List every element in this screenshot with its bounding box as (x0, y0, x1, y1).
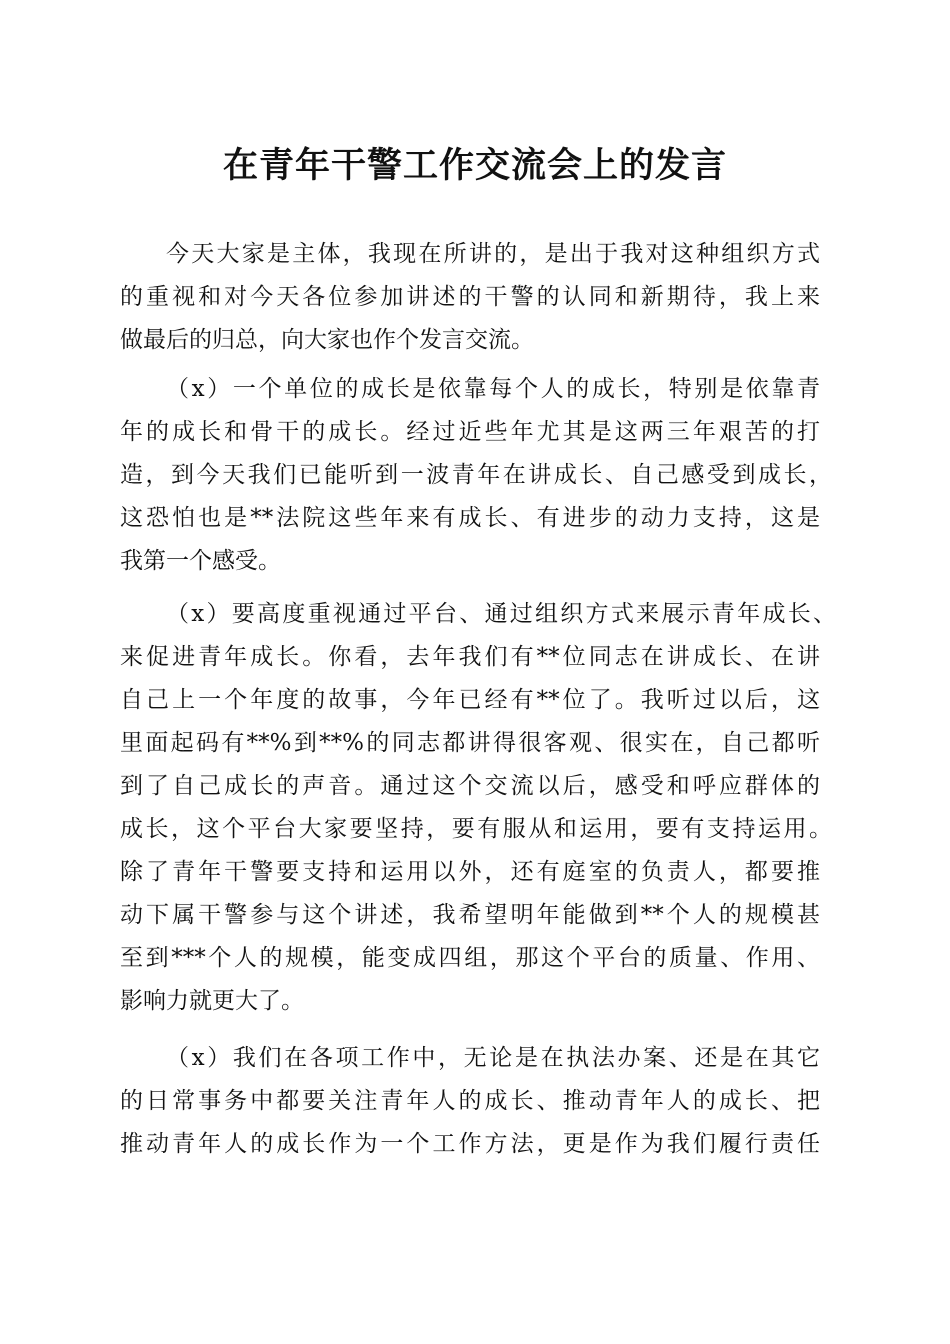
text-line: 至到***个人的规模，能变成四组，那这个平台的质量、作用、 (120, 945, 820, 971)
text-line: 除了青年干警要支持和运用以外，还有庭室的负责人，都要推 (120, 859, 820, 885)
text-line: 里面起码有**%到**%的同志都讲得很客观、很实在，自己都听 (120, 730, 820, 756)
paragraph-3 (120, 593, 836, 1023)
document-body (120, 233, 836, 1172)
text-line: 来促进青年成长。你看，去年我们有**位同志在讲成长、在讲 (120, 644, 820, 670)
text-line: （x）一个单位的成长是依靠每个人的成长，特别是依靠青 (166, 376, 820, 402)
text-line: 影响力就更大了。 (120, 988, 304, 1014)
text-line: 动下属干警参与这个讲述，我希望明年能做到**个人的规模甚 (120, 902, 820, 928)
text-line: 做最后的归总，向大家也作个发言交流。 (120, 327, 534, 353)
text-line: 到了自己成长的声音。通过这个交流以后，感受和呼应群体的 (120, 773, 820, 799)
text-line: 今天大家是主体，我现在所讲的，是出于我对这种组织方式 (166, 241, 820, 267)
text-line: （x）要高度重视通过平台、通过组织方式来展示青年成长、 (166, 601, 836, 627)
text-line: 推动青年人的成长作为一个工作方法，更是作为我们履行责任 (120, 1131, 820, 1157)
text-line: 造，到今天我们已能听到一波青年在讲成长、自己感受到成长， (120, 462, 832, 488)
text-line: 成长，这个平台大家要坚持，要有服从和运用，要有支持运用。 (120, 816, 832, 842)
paragraph-1 (120, 233, 820, 362)
text-line: 的日常事务中都要关注青年人的成长、推动青年人的成长、把 (120, 1088, 820, 1114)
text-line: 年的成长和骨干的成长。经过近些年尤其是这两三年艰苦的打 (120, 419, 820, 445)
text-line: 的重视和对今天各位参加讲述的干警的认同和新期待，我上来 (120, 284, 820, 310)
text-line: 自己上一个年度的故事，今年已经有**位了。我听过以后，这 (120, 687, 820, 713)
text-line: 这恐怕也是**法院这些年来有成长、有进步的动力支持，这是 (120, 505, 820, 531)
paragraph-2 (120, 368, 832, 583)
text-line: 我第一个感受。 (120, 548, 281, 574)
text-line: （x）我们在各项工作中，无论是在执法办案、还是在其它 (166, 1045, 820, 1071)
document-title: 在青年干警工作交流会上的发言 (222, 145, 727, 186)
paragraph-4 (120, 1037, 820, 1166)
